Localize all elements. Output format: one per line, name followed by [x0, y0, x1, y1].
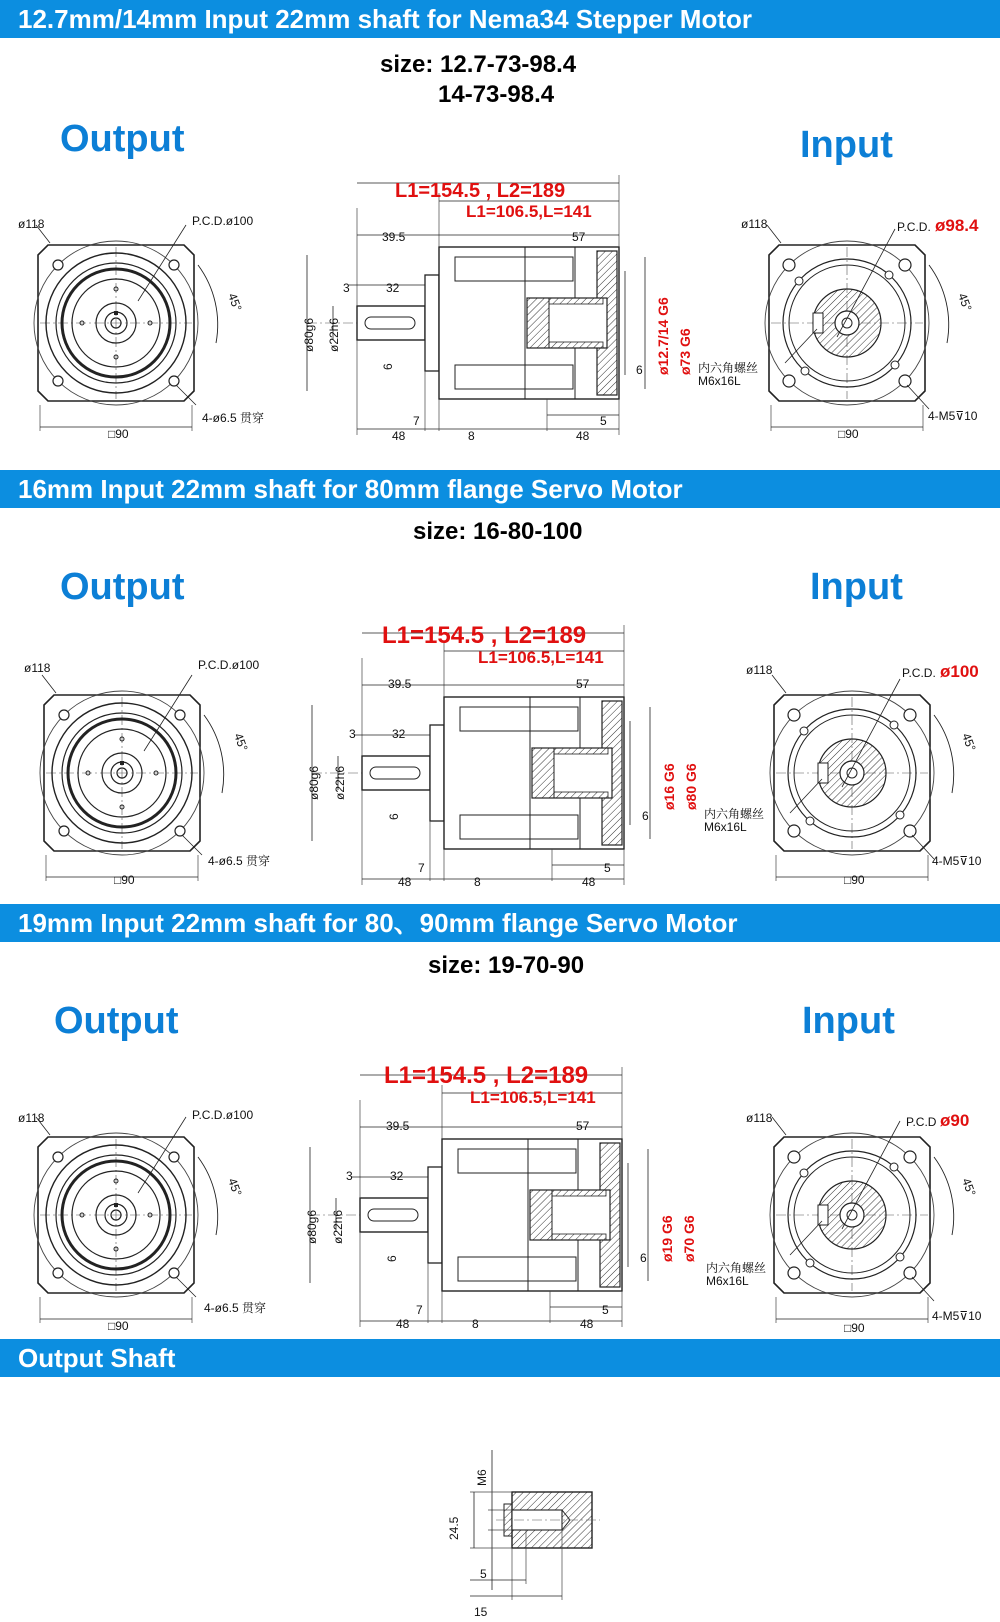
dim-7-2: 7 — [418, 861, 425, 875]
dim-7-1: 7 — [413, 414, 420, 428]
l-sub-2: L1=106.5,L=141 — [478, 648, 604, 667]
output-flange-view-3 — [34, 1117, 218, 1323]
screw-cn-2: 内六角螺丝 — [704, 807, 765, 821]
dim-6b-2: 6 — [642, 809, 649, 823]
in-square-1: □90 — [838, 427, 859, 441]
dim-6b-3: 6 — [640, 1251, 647, 1265]
out-square-1: □90 — [108, 427, 129, 441]
shaft-15: 15 — [474, 1605, 488, 1619]
in-angle-2: 45° — [959, 731, 979, 754]
screw-3: M6x16L — [706, 1274, 749, 1288]
dim-3-3: 3 — [346, 1169, 353, 1183]
section-header-2: 16mm Input 22mm shaft for 80mm flange Servo Motor — [0, 470, 1000, 508]
size-line-1b: 14-73-98.4 — [438, 81, 555, 108]
dim-57-3: 57 — [576, 1119, 590, 1133]
dim-22-2: ø22h6 — [333, 765, 347, 800]
input-flange-view-1 — [765, 225, 949, 431]
size-line-2: size: 16-80-100 — [413, 518, 583, 545]
input-label-2: Input — [810, 566, 903, 608]
shaft-m6: M6 — [475, 1469, 489, 1486]
dim-57-1: 57 — [572, 230, 586, 244]
dim-32-1: 32 — [386, 281, 400, 295]
in-dia-3: ø118 — [746, 1111, 773, 1125]
size-line-3: size: 19-70-90 — [428, 952, 585, 979]
in-square-3: □90 — [844, 1321, 865, 1335]
dim-6-3: 6 — [385, 1255, 399, 1262]
dim-80-1: ø80g6 — [302, 317, 316, 352]
input-flange-view-2 — [770, 675, 954, 881]
in-angle-1: 45° — [955, 291, 975, 314]
output-flange-view-1 — [34, 225, 218, 431]
l-sub-3: L1=106.5,L=141 — [470, 1088, 596, 1107]
dim-6-2: 6 — [387, 813, 401, 820]
dim-22-1: ø22h6 — [327, 317, 341, 352]
screw-cn-3: 内六角螺丝 — [706, 1261, 767, 1275]
in-holes-2: 4-M5⊽10 — [932, 854, 982, 868]
screw-1: M6x16L — [698, 374, 741, 388]
in-pilot-1: ø73 G6 — [677, 328, 693, 375]
in-bore-1: ø12.7/14 G6 — [655, 297, 671, 375]
out-angle-3: 45° — [225, 1176, 245, 1199]
dim-48a-1: 48 — [392, 429, 406, 443]
in-pcd-prefix-3: P.C.D — [906, 1115, 937, 1129]
out-dia-1: ø118 — [18, 217, 45, 231]
out-holes-1: 4-ø6.5 贯穿 — [202, 411, 265, 425]
in-angle-3: 45° — [959, 1176, 979, 1199]
shaft-5: 5 — [480, 1567, 487, 1581]
dim-8-2: 8 — [474, 875, 481, 889]
dim-6-1: 6 — [381, 363, 395, 370]
out-pcd-1: P.C.D.ø100 — [192, 214, 254, 228]
dim-48a-3: 48 — [396, 1317, 410, 1331]
dim-48a-2: 48 — [398, 875, 412, 889]
out-dia-3: ø118 — [18, 1111, 45, 1125]
dim-8-1: 8 — [468, 429, 475, 443]
dim-57-2: 57 — [576, 677, 590, 691]
output-label-3: Output — [54, 1000, 179, 1042]
in-pilot-2: ø80 G6 — [683, 763, 699, 810]
dim-48b-3: 48 — [580, 1317, 594, 1331]
in-holes-3: 4-M5⊽10 — [932, 1309, 982, 1323]
l-main-1: L1=154.5 , L2=189 — [395, 180, 566, 202]
in-square-2: □90 — [844, 873, 865, 887]
in-pcd-value-3: ø90 — [940, 1111, 970, 1130]
dim-48b-1: 48 — [576, 429, 590, 443]
in-holes-1: 4-M5⊽10 — [928, 409, 978, 423]
in-dia-1: ø118 — [741, 217, 768, 231]
dim-3-2: 3 — [349, 727, 356, 741]
out-dia-2: ø118 — [24, 661, 51, 675]
in-pilot-3: ø70 G6 — [681, 1215, 697, 1262]
out-square-3: □90 — [108, 1319, 129, 1333]
dim-39-5-2: 39.5 — [388, 677, 412, 691]
output-label-2: Output — [60, 566, 185, 608]
dim-39-5-1: 39.5 — [382, 230, 406, 244]
dim-8-3: 8 — [472, 1317, 479, 1331]
in-dia-2: ø118 — [746, 663, 773, 677]
output-shaft-header: Output Shaft — [0, 1339, 1000, 1377]
dim-48b-2: 48 — [582, 875, 596, 889]
dim-7-3: 7 — [416, 1303, 423, 1317]
dim-32-3: 32 — [390, 1169, 404, 1183]
in-pcd-value-2: ø100 — [940, 662, 979, 681]
dim-5-1: 5 — [600, 414, 607, 428]
dim-39-5-3: 39.5 — [386, 1119, 410, 1133]
dim-5-3: 5 — [602, 1303, 609, 1317]
out-pcd-3: P.C.D.ø100 — [192, 1108, 254, 1122]
dim-80-2: ø80g6 — [307, 765, 321, 800]
in-pcd-prefix-2: P.C.D. — [902, 666, 936, 680]
dim-6b-1: 6 — [636, 363, 643, 377]
l-main-3: L1=154.5 , L2=189 — [384, 1062, 589, 1089]
in-pcd-prefix-1: P.C.D. — [897, 220, 931, 234]
dim-22-3: ø22h6 — [331, 1209, 345, 1244]
input-label-1: Input — [800, 124, 893, 166]
size-line-1a: size: 12.7-73-98.4 — [380, 51, 577, 78]
in-bore-2: ø16 G6 — [661, 763, 677, 810]
input-label-3: Input — [802, 1000, 895, 1042]
screw-2: M6x16L — [704, 820, 747, 834]
output-shaft-drawing — [447, 1450, 600, 1619]
output-label-1: Output — [60, 118, 185, 160]
input-flange-view-3 — [770, 1117, 954, 1323]
out-pcd-2: P.C.D.ø100 — [198, 658, 260, 672]
dim-3-1: 3 — [343, 281, 350, 295]
dim-80-3: ø80g6 — [305, 1209, 319, 1244]
l-sub-1: L1=106.5,L=141 — [466, 202, 592, 221]
screw-cn-1: 内六角螺丝 — [698, 361, 759, 375]
out-holes-3: 4-ø6.5 贯穿 — [204, 1301, 267, 1315]
section-header-1: 12.7mm/14mm Input 22mm shaft for Nema34 Stepper Motor — [0, 0, 1000, 38]
section-header-3: 19mm Input 22mm shaft for 80、90mm flange Servo Motor — [0, 904, 1000, 942]
in-pcd-value-1: ø98.4 — [935, 216, 979, 235]
dim-5-2: 5 — [604, 861, 611, 875]
output-flange-view-2 — [40, 675, 224, 881]
shaft-24-5: 24.5 — [447, 1516, 461, 1540]
out-holes-2: 4-ø6.5 贯穿 — [208, 854, 271, 868]
out-angle-1: 45° — [225, 291, 245, 314]
out-square-2: □90 — [114, 873, 135, 887]
in-bore-3: ø19 G6 — [659, 1215, 675, 1262]
out-angle-2: 45° — [231, 731, 251, 754]
l-main-2: L1=154.5 , L2=189 — [382, 622, 587, 649]
dim-32-2: 32 — [392, 727, 406, 741]
